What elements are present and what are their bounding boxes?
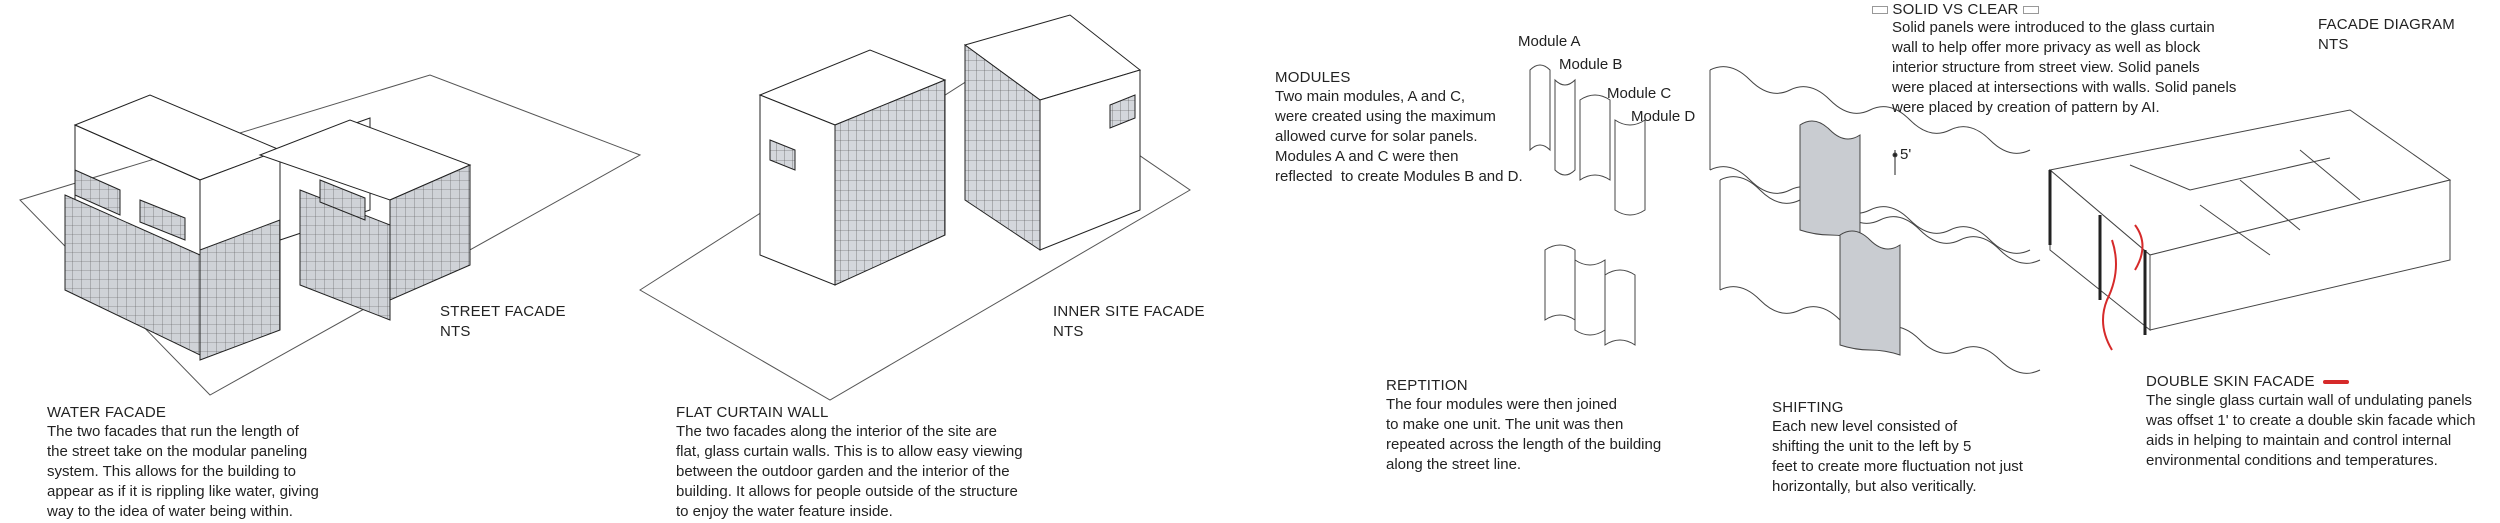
module-a-label: Module A — [1518, 33, 1581, 50]
facade-diagram-title: FACADE DIAGRAM — [2318, 16, 2455, 33]
flat-curtain-wall-building — [640, 15, 1190, 400]
module-b-label: Module B — [1559, 56, 1623, 73]
street-facade-title: STREET FACADE — [440, 303, 566, 320]
module-d-label: Module D — [1631, 108, 1696, 125]
shift-dimension-label: 5' — [1900, 146, 1912, 163]
solid-vs-clear-body: Solid panels were introduced to the glass curtain wall to help offer more privacy as well as block interior structure from street view. Solid panels were placed at intersections with walls. Solid panels were placed by creation of pattern by AI. — [1892, 19, 2237, 116]
flat-curtain-wall-title: FLAT CURTAIN WALL — [676, 404, 829, 421]
repetition-title: REPTITION — [1386, 377, 1468, 394]
modules-body: Two main modules, A and C, were created using the maximum allowed curve for solar panels. Modules A and C were then reflected to create Modules B and D. — [1275, 88, 1523, 185]
double-skin-facade-title-text: DOUBLE SKIN FACADE — [2146, 373, 2315, 390]
inner-site-facade-title: INNER SITE FACADE — [1053, 303, 1205, 320]
module-curves — [1530, 65, 1645, 345]
water-facade-body: The two facades that run the length of the street take on the modular paneling system. This allows for the building to appear as if it is rippling like water, giving way to the idea of water being within. — [47, 423, 319, 520]
water-facade-title: WATER FACADE — [47, 404, 167, 421]
module-c-label: Module C — [1607, 85, 1672, 102]
double-skin-facade-body: The single glass curtain wall of undulating panels was offset 1' to create a double skin facade which aids in helping to maintain and control internal environmental conditions and temperatures. — [2146, 392, 2476, 469]
shifting-body: Each new level consisted of shifting the unit to the left by 5 feet to create more fluctuation not just horizontally, but also veritically. — [1772, 418, 2023, 495]
solid-vs-clear-title — [1872, 0, 2039, 20]
red-offset-key — [2323, 380, 2349, 384]
double-skin-facade-title — [2146, 372, 2349, 392]
solid-key-swatch — [1872, 6, 1888, 14]
facade-diagram-scale: NTS — [2318, 36, 2349, 53]
repetition-body: The four modules were then joined to make one unit. The unit was then repeated across the length of the building along the street line. — [1386, 396, 1662, 473]
water-facade-building — [20, 75, 640, 395]
modules-title: MODULES — [1275, 69, 1351, 86]
shifting-title: SHIFTING — [1772, 399, 1844, 416]
facade-diagram-plan — [2050, 110, 2450, 350]
street-facade-scale: NTS — [440, 323, 471, 340]
clear-key-swatch — [2023, 6, 2039, 14]
inner-site-facade-scale: NTS — [1053, 323, 1084, 340]
solid-vs-clear-title-text: SOLID VS CLEAR — [1892, 1, 2019, 18]
flat-curtain-wall-body: The two facades along the interior of the site are flat, glass curtain walls. This is to allow easy viewing between the outdoor garden and the interior of the building. It allows for people outside of the structure to enjoy the water feature inside. — [676, 423, 1023, 520]
